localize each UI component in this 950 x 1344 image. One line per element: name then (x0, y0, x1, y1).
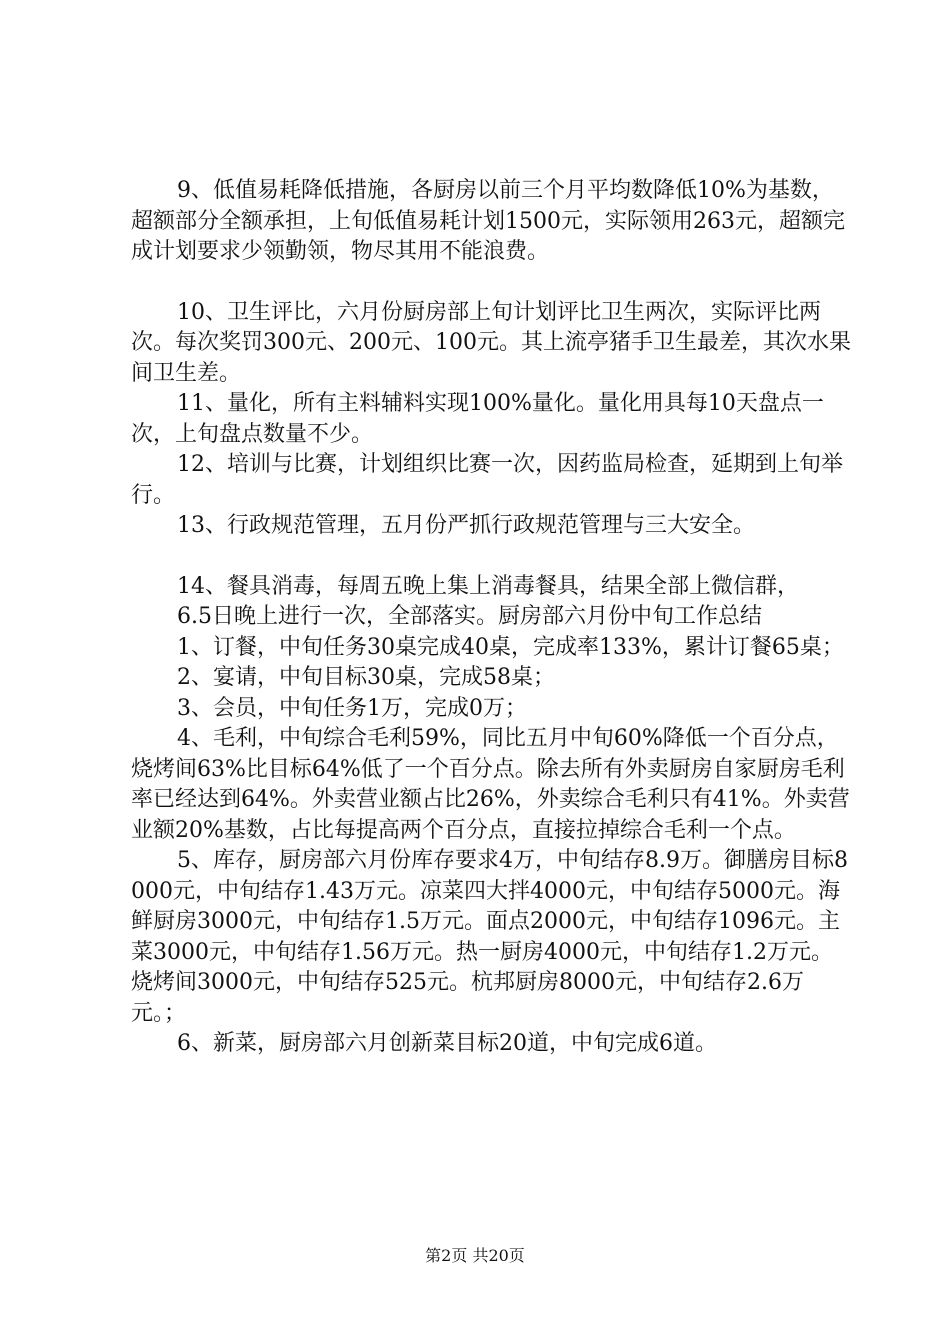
paragraph-mid-4: 4、毛利，中旬综合毛利59%，同比五月中旬60%降低一个百分点，烧烤间63%比目标64%低了一个百分点。除去所有外卖厨房自家厨房毛利率已经达到64%。外卖营业额占比26%，外卖综合毛利只有41%。外卖营业额20%基数，占比每提高两个百分点，直接拉掉综合毛利一个点。 (131, 726, 850, 843)
paragraph-11: 11、量化，所有主料辅料实现100%量化。量化用具每10天盘点一次，上旬盘点数量不少。 (131, 391, 824, 447)
paragraph-mid-1: 1、订餐，中旬任务30桌完成40桌，完成率133%，累计订餐65桌； (177, 634, 844, 660)
paragraph-mid-3: 3、会员，中旬任务1万，完成0万； (177, 695, 527, 721)
paragraph-summary-heading: 6.5日晚上进行一次，全部落实。厨房部六月份中旬工作总结 (177, 604, 762, 629)
page-number-footer: 第2页 共20页 (425, 1246, 525, 1265)
paragraph-14: 14、餐具消毒，每周五晚上集上消毒餐具，结果全部上微信群， (177, 573, 799, 599)
paragraph-mid-2: 2、宴请，中旬目标30桌，完成58桌； (177, 665, 555, 690)
paragraph-10: 10、卫生评比，六月份厨房部上旬计划评比卫生两次，实际评比两次。每次奖罚300元、200元、100元。其上流亭猪手卫生最差，其次水果间卫生差。 (131, 299, 851, 386)
paragraph-12: 12、培训与比赛，计划组织比赛一次，因药监局检查，延期到上旬举行。 (131, 452, 843, 508)
paragraph-mid-6: 6、新菜，厨房部六月创新菜目标20道，中旬完成6道。 (177, 1031, 717, 1056)
paragraph-13: 13、行政规范管理，五月份严抓行政规范管理与三大安全。 (177, 513, 755, 538)
paragraph-9: 9、低值易耗降低措施，各厨房以前三个月平均数降低10%为基数，超额部分全额承担，上旬低值易耗计划1500元，实际领用263元，超额完成计划要求少领勤领，物尽其用不能浪费。 (131, 178, 845, 264)
paragraph-mid-5: 5、库存，厨房部六月份库存要求4万，中旬结存8.9万。御膳房目标8000元，中旬结存1.43万元。凉菜四大拌4000元，中旬结存5000元。海鲜厨房3000元，中旬结存1.5万元。面点2000元，中旬结存1096元。主菜3000元，中旬结存1.56万元。热一厨房4000元，中旬结存1.2万元。烧烤间3000元，中旬结存525元。杭邦厨房8000元，中旬结存2.6万元。； (131, 848, 848, 1026)
document-body (131, 176, 851, 1060)
